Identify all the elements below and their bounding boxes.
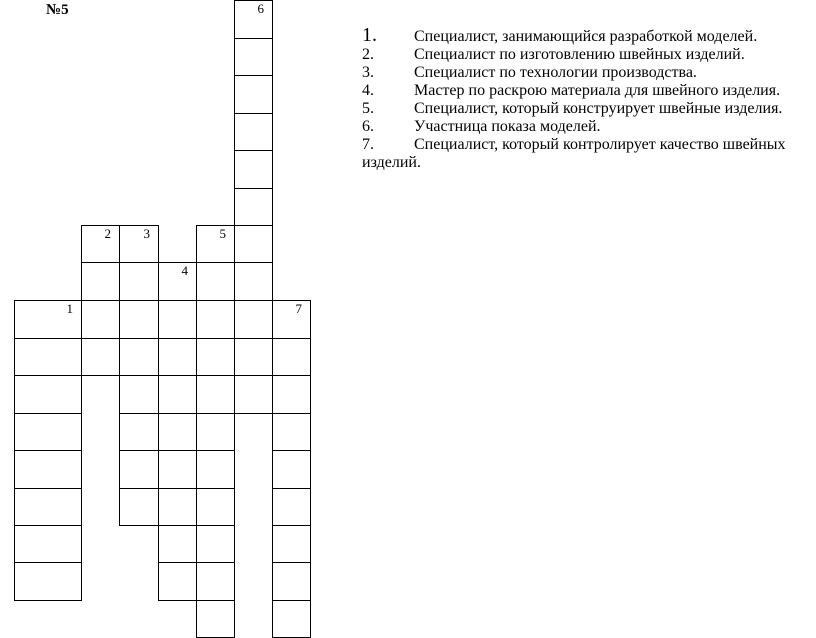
crossword-cell[interactable] — [196, 450, 235, 489]
clue-text: Специалист, который контролирует качество швейных изделий. — [362, 136, 786, 171]
crossword-cell[interactable] — [234, 38, 273, 76]
crossword-cell[interactable] — [14, 300, 82, 339]
crossword-cell[interactable] — [14, 488, 82, 526]
crossword-cell[interactable] — [81, 262, 120, 301]
clue-text: Специалист, который конструирует швейные изделия. — [414, 100, 783, 117]
crossword-cell[interactable] — [196, 338, 235, 376]
crossword-cell[interactable] — [272, 488, 311, 526]
crossword-cell[interactable] — [158, 413, 197, 451]
cell-number: 7 — [295, 301, 302, 316]
clue-number: 2. — [362, 46, 374, 63]
crossword-cell[interactable] — [234, 113, 273, 151]
crossword-cell[interactable] — [119, 300, 159, 339]
crossword-cell[interactable] — [196, 300, 235, 339]
crossword-cell[interactable] — [81, 225, 120, 263]
crossword-cell[interactable] — [272, 413, 311, 451]
crossword-cell[interactable] — [14, 413, 82, 451]
crossword-cell[interactable] — [196, 488, 235, 526]
crossword-cell[interactable] — [196, 225, 235, 263]
crossword-cell[interactable] — [158, 525, 197, 563]
crossword-cell[interactable] — [234, 300, 273, 339]
crossword-cell[interactable] — [272, 525, 311, 563]
crossword-cell[interactable] — [158, 562, 197, 601]
crossword-cell[interactable] — [272, 338, 311, 376]
clue-text: Участница показа моделей. — [414, 118, 601, 135]
crossword-cell[interactable] — [234, 225, 273, 263]
crossword-cell[interactable] — [158, 338, 197, 376]
clue-number: 3. — [362, 64, 374, 81]
cell-number: 4 — [181, 263, 188, 278]
crossword-cell[interactable] — [234, 375, 273, 414]
crossword-cell[interactable] — [158, 488, 197, 526]
crossword-cell[interactable] — [234, 75, 273, 114]
crossword-cell[interactable] — [119, 338, 159, 376]
clue-number: 5. — [362, 100, 374, 117]
crossword-cell[interactable] — [14, 525, 82, 563]
crossword-cell[interactable] — [158, 300, 197, 339]
crossword-cell[interactable] — [196, 375, 235, 414]
crossword-cell[interactable] — [158, 375, 197, 414]
crossword-cell[interactable] — [119, 413, 159, 451]
crossword-cell[interactable] — [14, 450, 82, 489]
cell-number: 5 — [219, 226, 226, 241]
clue-number: 4. — [362, 82, 374, 99]
clue-number: 7. — [362, 136, 374, 153]
clue-item — [362, 118, 812, 136]
cell-number: 6 — [257, 1, 264, 16]
crossword-cell[interactable] — [234, 262, 273, 301]
cell-number: 2 — [104, 226, 111, 241]
crossword-cell[interactable] — [234, 338, 273, 376]
crossword-cell[interactable] — [196, 413, 235, 451]
crossword-cell[interactable] — [196, 262, 235, 301]
clue-text: Специалист по технологии производства. — [414, 64, 697, 81]
crossword-cell[interactable] — [14, 375, 82, 414]
clue-number: 1. — [362, 24, 377, 46]
clue-text: Специалист по изготовлению швейных изделий. — [414, 46, 745, 63]
page-title: №5 — [46, 2, 69, 18]
crossword-cell[interactable] — [196, 525, 235, 563]
clue-text: Специалист, занимающийся разработкой моделей. — [414, 28, 758, 45]
crossword-cell[interactable] — [272, 600, 311, 638]
clue-list — [362, 26, 812, 172]
cell-number: 3 — [143, 226, 150, 241]
crossword-cell[interactable] — [158, 450, 197, 489]
crossword-cell[interactable] — [272, 300, 311, 339]
clue-item — [362, 100, 812, 118]
crossword-cell[interactable] — [81, 300, 120, 339]
clue-number: 6. — [362, 118, 374, 135]
crossword-cell[interactable] — [196, 600, 235, 638]
crossword-cell[interactable] — [234, 0, 273, 39]
cell-number: 1 — [66, 301, 73, 316]
crossword-cell[interactable] — [234, 150, 273, 189]
crossword-cell[interactable] — [119, 488, 159, 526]
clue-item — [362, 136, 812, 172]
crossword-cell[interactable] — [119, 375, 159, 414]
crossword-cell[interactable] — [272, 562, 311, 601]
crossword-cell[interactable] — [196, 562, 235, 601]
clue-item — [362, 64, 812, 82]
crossword-cell[interactable] — [272, 450, 311, 489]
clue-item — [362, 82, 812, 100]
crossword-cell[interactable] — [119, 225, 159, 263]
crossword-cell[interactable] — [234, 188, 273, 226]
crossword-cell[interactable] — [14, 338, 82, 376]
crossword-cell[interactable] — [119, 262, 159, 301]
crossword-cell[interactable] — [158, 262, 197, 301]
crossword-cell[interactable] — [272, 375, 311, 414]
crossword-cell[interactable] — [81, 338, 120, 376]
crossword-cell[interactable] — [119, 450, 159, 489]
clue-item — [362, 46, 812, 64]
crossword-cell[interactable] — [14, 562, 82, 601]
clue-text: Мастер по раскрою материала для швейного изделия. — [414, 82, 781, 99]
clue-item — [362, 26, 812, 46]
